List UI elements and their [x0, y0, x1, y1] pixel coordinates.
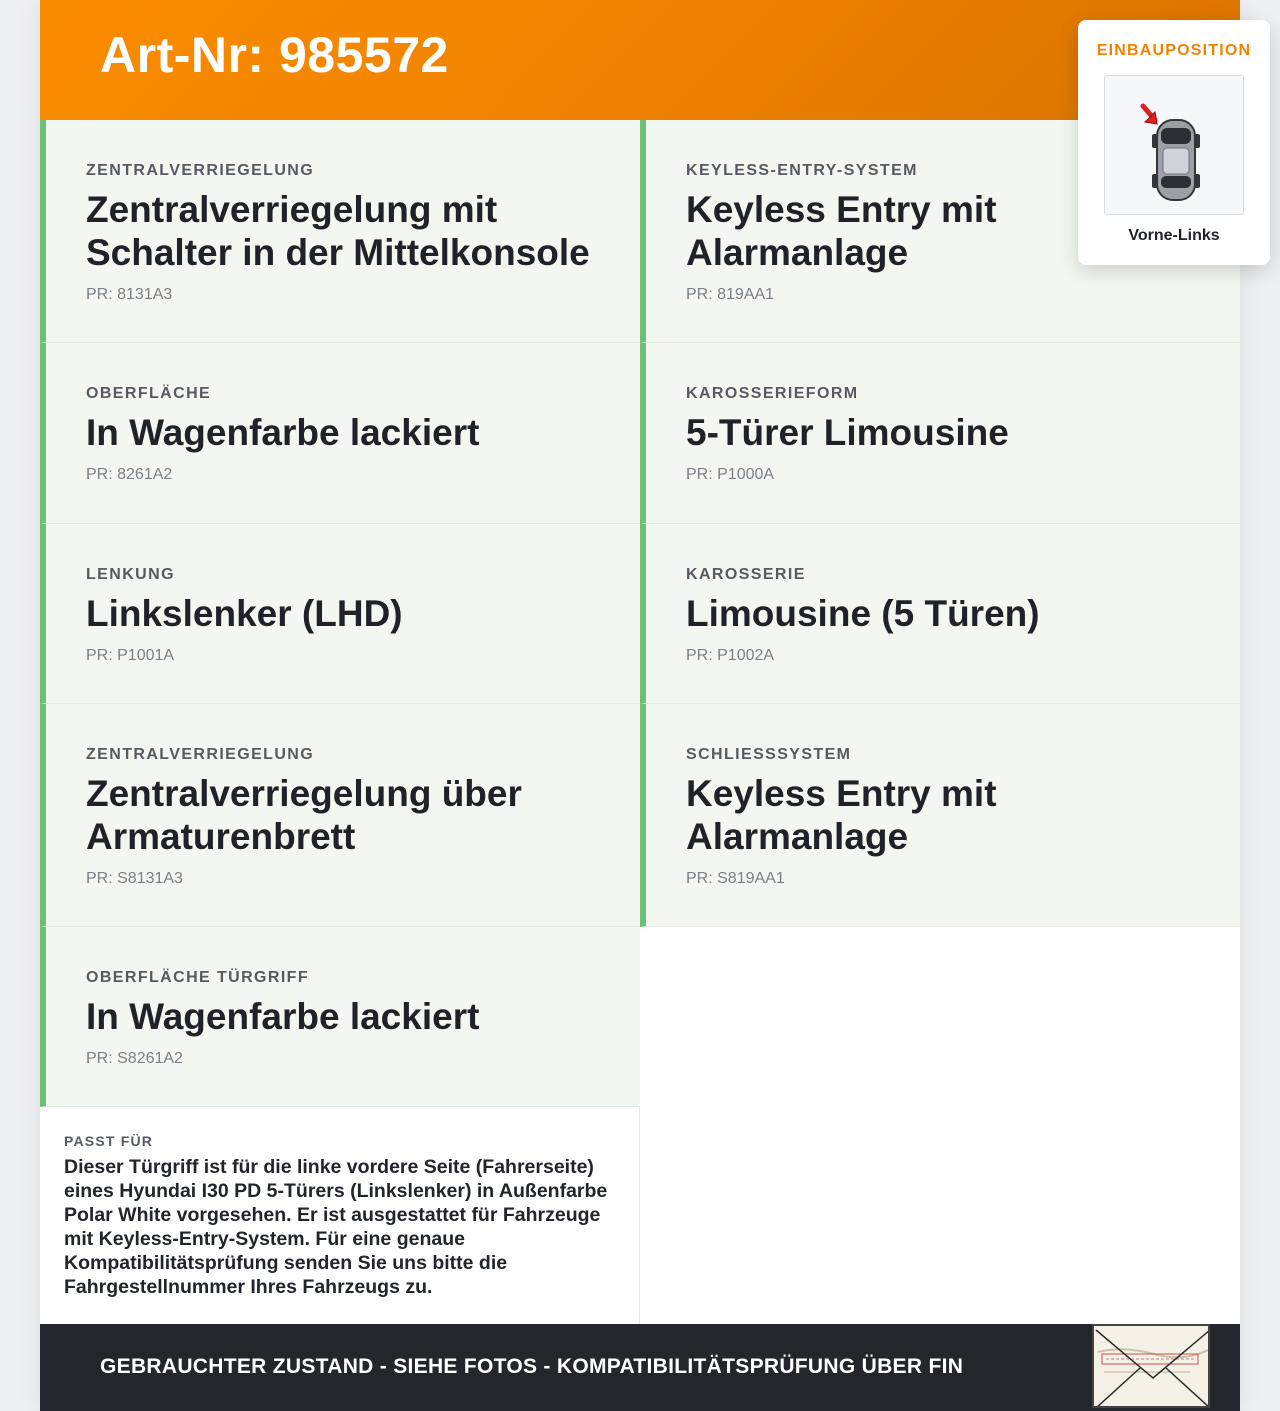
- spec-card: [640, 343, 1240, 524]
- spec-category: OBERFLÄCHE: [86, 385, 212, 402]
- spec-value: Linkslenker (LHD): [86, 593, 403, 634]
- spec-category: KAROSSERIE: [686, 566, 806, 583]
- car-top-view-icon: [1104, 75, 1244, 215]
- footer-bar: [40, 1324, 1240, 1411]
- spec-value: Keyless Entry mit Alarmanlage: [686, 773, 997, 857]
- document-envelope-icon: [1092, 1324, 1210, 1408]
- spec-value: In Wagenfarbe lackiert: [86, 996, 480, 1037]
- spec-card: [40, 524, 640, 704]
- spec-pr-code: PR: P1001A: [86, 647, 175, 664]
- spec-category: ZENTRALVERRIEGELUNG: [86, 162, 315, 179]
- spec-pr-code: PR: 8131A3: [86, 286, 173, 303]
- spec-card: [40, 704, 640, 927]
- spec-value: Zentralverriegelung mit Schalter in der Mittelkonsole: [86, 189, 590, 273]
- spec-pr-code: PR: P1000A: [686, 466, 775, 483]
- spec-category: SCHLIESSSYSTEM: [686, 746, 852, 763]
- header-bar: [40, 0, 1240, 120]
- spec-pr-code: PR: S819AA1: [686, 870, 785, 887]
- spec-value: 5-Türer Limousine: [686, 412, 1009, 453]
- fits-label: PASST FÜR: [64, 1133, 154, 1149]
- spec-category: KAROSSERIEFORM: [686, 385, 859, 402]
- spec-value: Zentralverriegelung über Armaturenbrett: [86, 773, 522, 857]
- fits-description: Dieser Türgriff ist für die linke vordere Seite (Fahrerseite) eines Hyundai I30 PD 5-Türers (Linkslenker) in Außenfarbe Polar White vorgesehen. Er ist ausgestattet für Fahrzeuge mit Keyless-Entry-System. Für eine genaue Kompatibilitätsprüfung senden Sie uns bitte die Fahrgestellnummer Ihres Fahrzeugs zu.: [64, 1156, 608, 1298]
- spec-card: [40, 343, 640, 524]
- mounting-position-label: Vorne-Links: [1128, 227, 1220, 244]
- spec-category: KEYLESS-ENTRY-SYSTEM: [686, 162, 918, 179]
- spec-pr-code: PR: P1002A: [686, 647, 775, 664]
- fits-section: [40, 1107, 640, 1324]
- spec-pr-code: PR: S8131A3: [86, 870, 183, 887]
- spec-card: [40, 927, 640, 1107]
- spec-card: [40, 120, 640, 343]
- spec-card: [640, 704, 1240, 927]
- spec-pr-code: PR: 8261A2: [86, 466, 173, 483]
- spec-category: OBERFLÄCHE TÜRGRIFF: [86, 969, 310, 986]
- condition-notice: GEBRAUCHTER ZUSTAND - SIEHE FOTOS - KOMPATIBILITÄTSPRÜFUNG ÜBER FIN: [100, 1355, 964, 1378]
- mounting-position-badge: [1078, 20, 1270, 265]
- spec-card: [640, 524, 1240, 704]
- spec-category: LENKUNG: [86, 566, 175, 583]
- product-sheet: [40, 0, 1252, 1411]
- spec-value: In Wagenfarbe lackiert: [86, 412, 480, 453]
- spec-category: ZENTRALVERRIEGELUNG: [86, 746, 315, 763]
- mounting-position-title: EINBAUPOSITION: [1096, 42, 1252, 59]
- spec-pr-code: PR: S8261A2: [86, 1050, 183, 1067]
- spec-pr-code: PR: 819AA1: [686, 286, 775, 303]
- spec-value: Keyless Entry mit Alarmanlage: [686, 189, 997, 273]
- spec-value: Limousine (5 Türen): [686, 593, 1040, 634]
- article-number-title: Art-Nr: 985572: [100, 27, 449, 83]
